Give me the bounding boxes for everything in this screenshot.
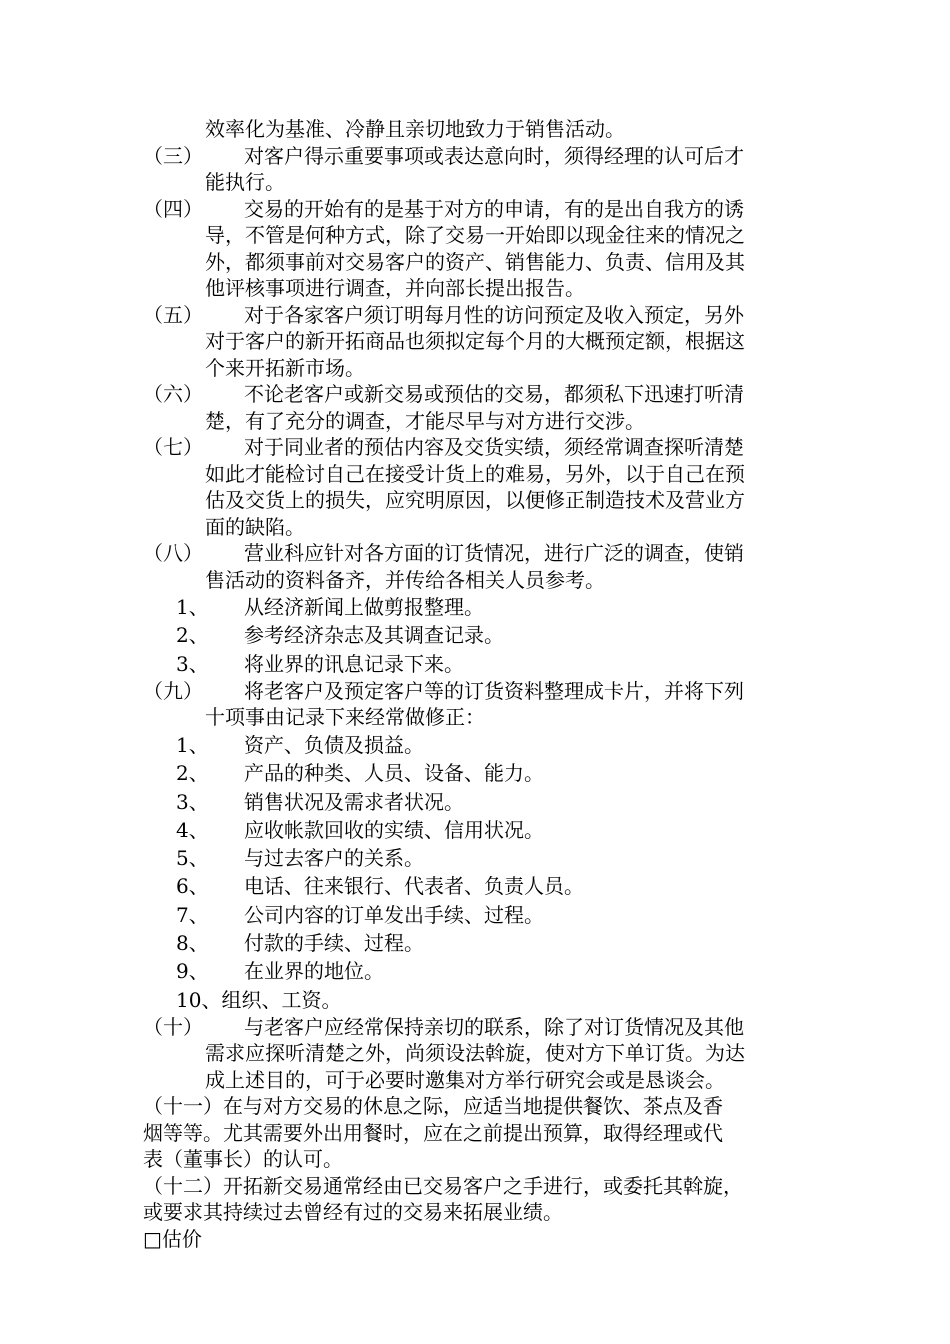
text-line: 需求应探听清楚之外，尚须设法斡旋，使对方下单订货。为达	[205, 1041, 745, 1066]
text-line: 对于同业者的预估内容及交货实绩，须经常调查探听清楚	[244, 435, 744, 459]
list-number: 5、	[176, 846, 209, 871]
text-line: 对客户得示重要事项或表达意向时，须得经理的认可后才	[244, 143, 744, 168]
text-line: 从经济新闻上做剪报整理。	[244, 595, 484, 619]
text-line: （十二）开拓新交易通常经由已交易客户之手进行，或委托其斡旋，	[143, 1173, 743, 1198]
list-number: 9、	[176, 959, 209, 984]
text-line: 产品的种类、人员、设备、能力。	[244, 761, 544, 786]
text-line: 与老客户应经常保持亲切的联系，除了对订货情况及其他	[244, 1014, 744, 1039]
section-marker: （十）	[143, 1014, 203, 1039]
text-line: （十一）在与对方交易的休息之际，应适当地提供餐饮、茶点及香	[143, 1094, 723, 1119]
text-line: 营业科应针对各方面的订货情况，进行广泛的调查，使销	[244, 541, 744, 565]
text-line: 交易的开始有的是基于对方的申请，有的是出自我方的诱	[244, 196, 744, 221]
text-line: 导，不管是何种方式，除了交易一开始即以现金往来的情况之	[205, 223, 745, 247]
text-line: 应收帐款回收的实绩、信用状况。	[244, 817, 544, 842]
section-marker: （六）	[143, 382, 203, 406]
text-line: 参考经济杂志及其调查记录。	[244, 623, 504, 648]
section-marker: （九）	[143, 678, 203, 703]
text-line: 十项事由记录下来经常做修正：	[205, 705, 485, 730]
list-number: 3、	[176, 651, 209, 676]
text-line: 公司内容的订单发出手续、过程。	[244, 902, 544, 927]
list-number: 1、	[176, 732, 209, 757]
text-line: 他评核事项进行调查，并向部长提出报告。	[205, 276, 585, 300]
text-line: 付款的手续、过程。	[244, 931, 424, 955]
text-line: 外，都须事前对交易客户的资产、销售能力、负责、信用及其	[205, 249, 745, 274]
list-number: 3、	[176, 789, 209, 814]
section-marker: （五）	[143, 302, 203, 327]
text-line: 表（董事长）的认可。	[143, 1147, 343, 1172]
text-line: 对于客户的新开拓商品也须拟定每个月的大概预定额，根据这	[205, 329, 745, 353]
list-number: 6、	[176, 874, 209, 899]
text-line: 在业界的地位。	[244, 959, 384, 984]
section-marker: （四）	[143, 196, 203, 221]
section-marker: （三）	[143, 143, 203, 168]
text-line: □估价	[143, 1226, 202, 1251]
text-line: 楚，有了充分的调查，才能尽早与对方进行交涉。	[205, 408, 645, 433]
text-line: 销售状况及需求者状况。	[244, 789, 464, 814]
text-line: 售活动的资料备齐，并传给各相关人员参考。	[205, 567, 605, 592]
text-line: 面的缺陷。	[205, 514, 305, 539]
text-line: 资产、负债及损益。	[244, 732, 424, 757]
text-line: 将业界的讯息记录下来。	[244, 651, 464, 676]
text-line: 个来开拓新市场。	[205, 355, 365, 380]
text-line: 成上述目的，可于必要时邀集对方举行研究会或是恳谈会。	[205, 1067, 725, 1092]
text-line: 与过去客户的关系。	[244, 846, 424, 871]
list-number: 1、	[176, 595, 209, 619]
text-line: 效率化为基准、冷静且亲切地致力于销售活动。	[205, 117, 625, 141]
text-line: 电话、往来银行、代表者、负责人员。	[244, 874, 584, 899]
text-line: 估及交货上的损失，应究明原因，以便修正制造技术及营业方	[205, 488, 745, 512]
list-number: 8、	[176, 931, 209, 955]
text-line: 10、组织、工资。	[176, 987, 342, 1012]
list-number: 2、	[176, 623, 209, 648]
text-line: 对于各家客户须订明每月性的访问预定及收入预定，另外	[244, 302, 744, 327]
section-marker: （八）	[143, 541, 203, 565]
list-number: 7、	[176, 902, 209, 927]
text-line: 能执行。	[205, 170, 285, 194]
list-number: 2、	[176, 761, 209, 786]
text-line: 将老客户及预定客户等的订货资料整理成卡片，并将下列	[244, 678, 744, 703]
text-line: 不论老客户或新交易或预估的交易，都须私下迅速打听清	[244, 382, 744, 406]
text-line: 如此才能检讨自己在接受计货上的难易，另外，以于自己在预	[205, 461, 745, 486]
text-line: 烟等等。尤其需要外出用餐时，应在之前提出预算，取得经理或代	[143, 1120, 723, 1145]
section-marker: （七）	[143, 435, 203, 459]
list-number: 4、	[176, 817, 209, 842]
text-line: 或要求其持续过去曾经有过的交易来拓展业绩。	[143, 1200, 563, 1225]
